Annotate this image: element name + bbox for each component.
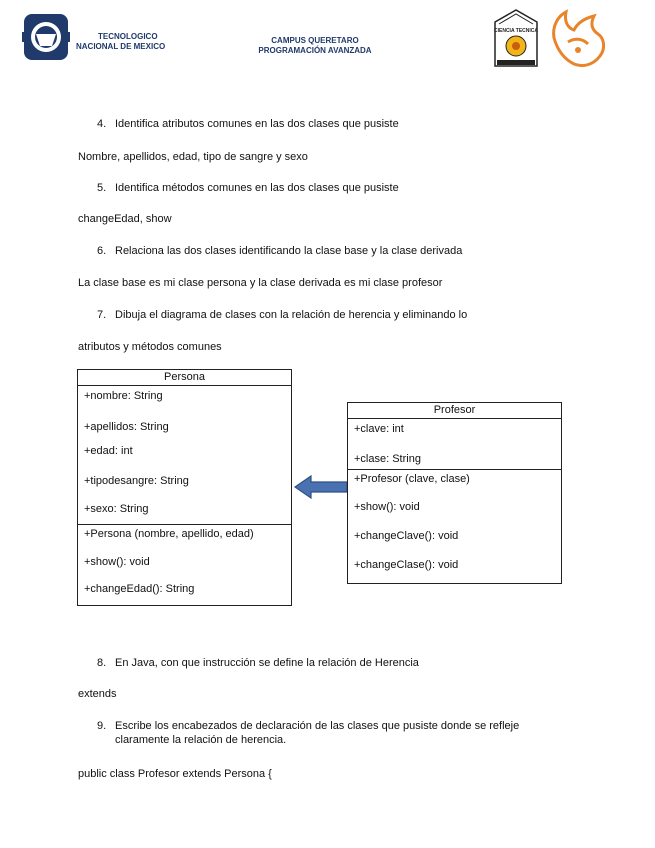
- answer-5: changeEdad, show: [78, 213, 172, 225]
- answer-6: La clase base es mi clase persona y la clase derivada es mi clase profesor: [78, 277, 443, 289]
- profesor-method: +Profesor (clave, clase): [354, 473, 470, 485]
- seal-text: CIENCIA TECNICA: [494, 28, 538, 34]
- question-number: 9.: [97, 720, 107, 732]
- question-text-line1: Escribe los encabezados de declaración de las clases que pusiste donde se refleje: [115, 720, 520, 732]
- fox-logo: [548, 8, 610, 72]
- answer-4: Nombre, apellidos, edad, tipo de sangre y sexo: [78, 151, 308, 163]
- persona-attribute: +apellidos: String: [84, 421, 169, 433]
- persona-class-box: [77, 369, 292, 606]
- question-number: 6.: [97, 245, 107, 257]
- profesor-method: +changeClave(): void: [354, 530, 459, 542]
- question-9: [97, 719, 519, 747]
- persona-method: +show(): void: [84, 556, 150, 568]
- question-8: [97, 656, 419, 670]
- persona-methods: [78, 525, 291, 605]
- question-number: 5.: [97, 182, 107, 194]
- profesor-method: +show(): void: [354, 501, 420, 513]
- institution-line2: NACIONAL DE MEXICO: [76, 42, 166, 51]
- question-text: Dibuja el diagrama de clases con la relación de herencia y eliminando lo: [115, 309, 468, 321]
- persona-attributes: [78, 386, 291, 525]
- question-6: [97, 244, 462, 258]
- persona-method: +changeEdad(): String: [84, 583, 195, 595]
- answer-9: public class Profesor extends Persona {: [78, 768, 272, 780]
- campus-line2: PROGRAMACIÓN AVANZADA: [258, 46, 372, 55]
- question-7: [97, 308, 467, 322]
- profesor-method: +changeClase(): void: [354, 559, 459, 571]
- school-seal-logo: [487, 8, 545, 72]
- persona-attribute: +sexo: String: [84, 503, 149, 515]
- persona-attribute: +nombre: String: [84, 390, 163, 402]
- profesor-attribute: +clave: int: [354, 423, 404, 435]
- campus-line1: CAMPUS QUERETARO: [271, 36, 359, 45]
- profesor-class-box: [347, 402, 562, 584]
- persona-attribute: +edad: int: [84, 445, 133, 457]
- question-number: 7.: [97, 309, 107, 321]
- profesor-class-name: Profesor: [348, 403, 561, 419]
- persona-attribute: +tipodesangre: String: [84, 475, 189, 487]
- tecnm-logo: [22, 12, 70, 62]
- question-number: 8.: [97, 657, 107, 669]
- profesor-attributes: [348, 419, 561, 470]
- question-text: Identifica atributos comunes en las dos clases que pusiste: [115, 118, 399, 130]
- inheritance-arrow-icon: [294, 474, 348, 500]
- question-4: [97, 117, 399, 131]
- question-text: En Java, con que instrucción se define la relación de Herencia: [115, 657, 419, 669]
- persona-class-name: Persona: [78, 370, 291, 386]
- profesor-attribute: +clase: String: [354, 453, 421, 465]
- institution-line1: TECNOLOGICO: [98, 32, 158, 41]
- question-text: Identifica métodos comunes en las dos clases que pusiste: [115, 182, 399, 194]
- question-5: [97, 181, 399, 195]
- question-number: 4.: [97, 118, 107, 130]
- answer-8: extends: [78, 688, 117, 700]
- question-text: Relaciona las dos clases identificando la clase base y la clase derivada: [115, 245, 463, 257]
- answer-7: atributos y métodos comunes: [78, 341, 222, 353]
- persona-method: +Persona (nombre, apellido, edad): [84, 528, 254, 540]
- profesor-methods: [348, 470, 561, 582]
- question-text-line2: claramente la relación de herencia.: [115, 734, 287, 746]
